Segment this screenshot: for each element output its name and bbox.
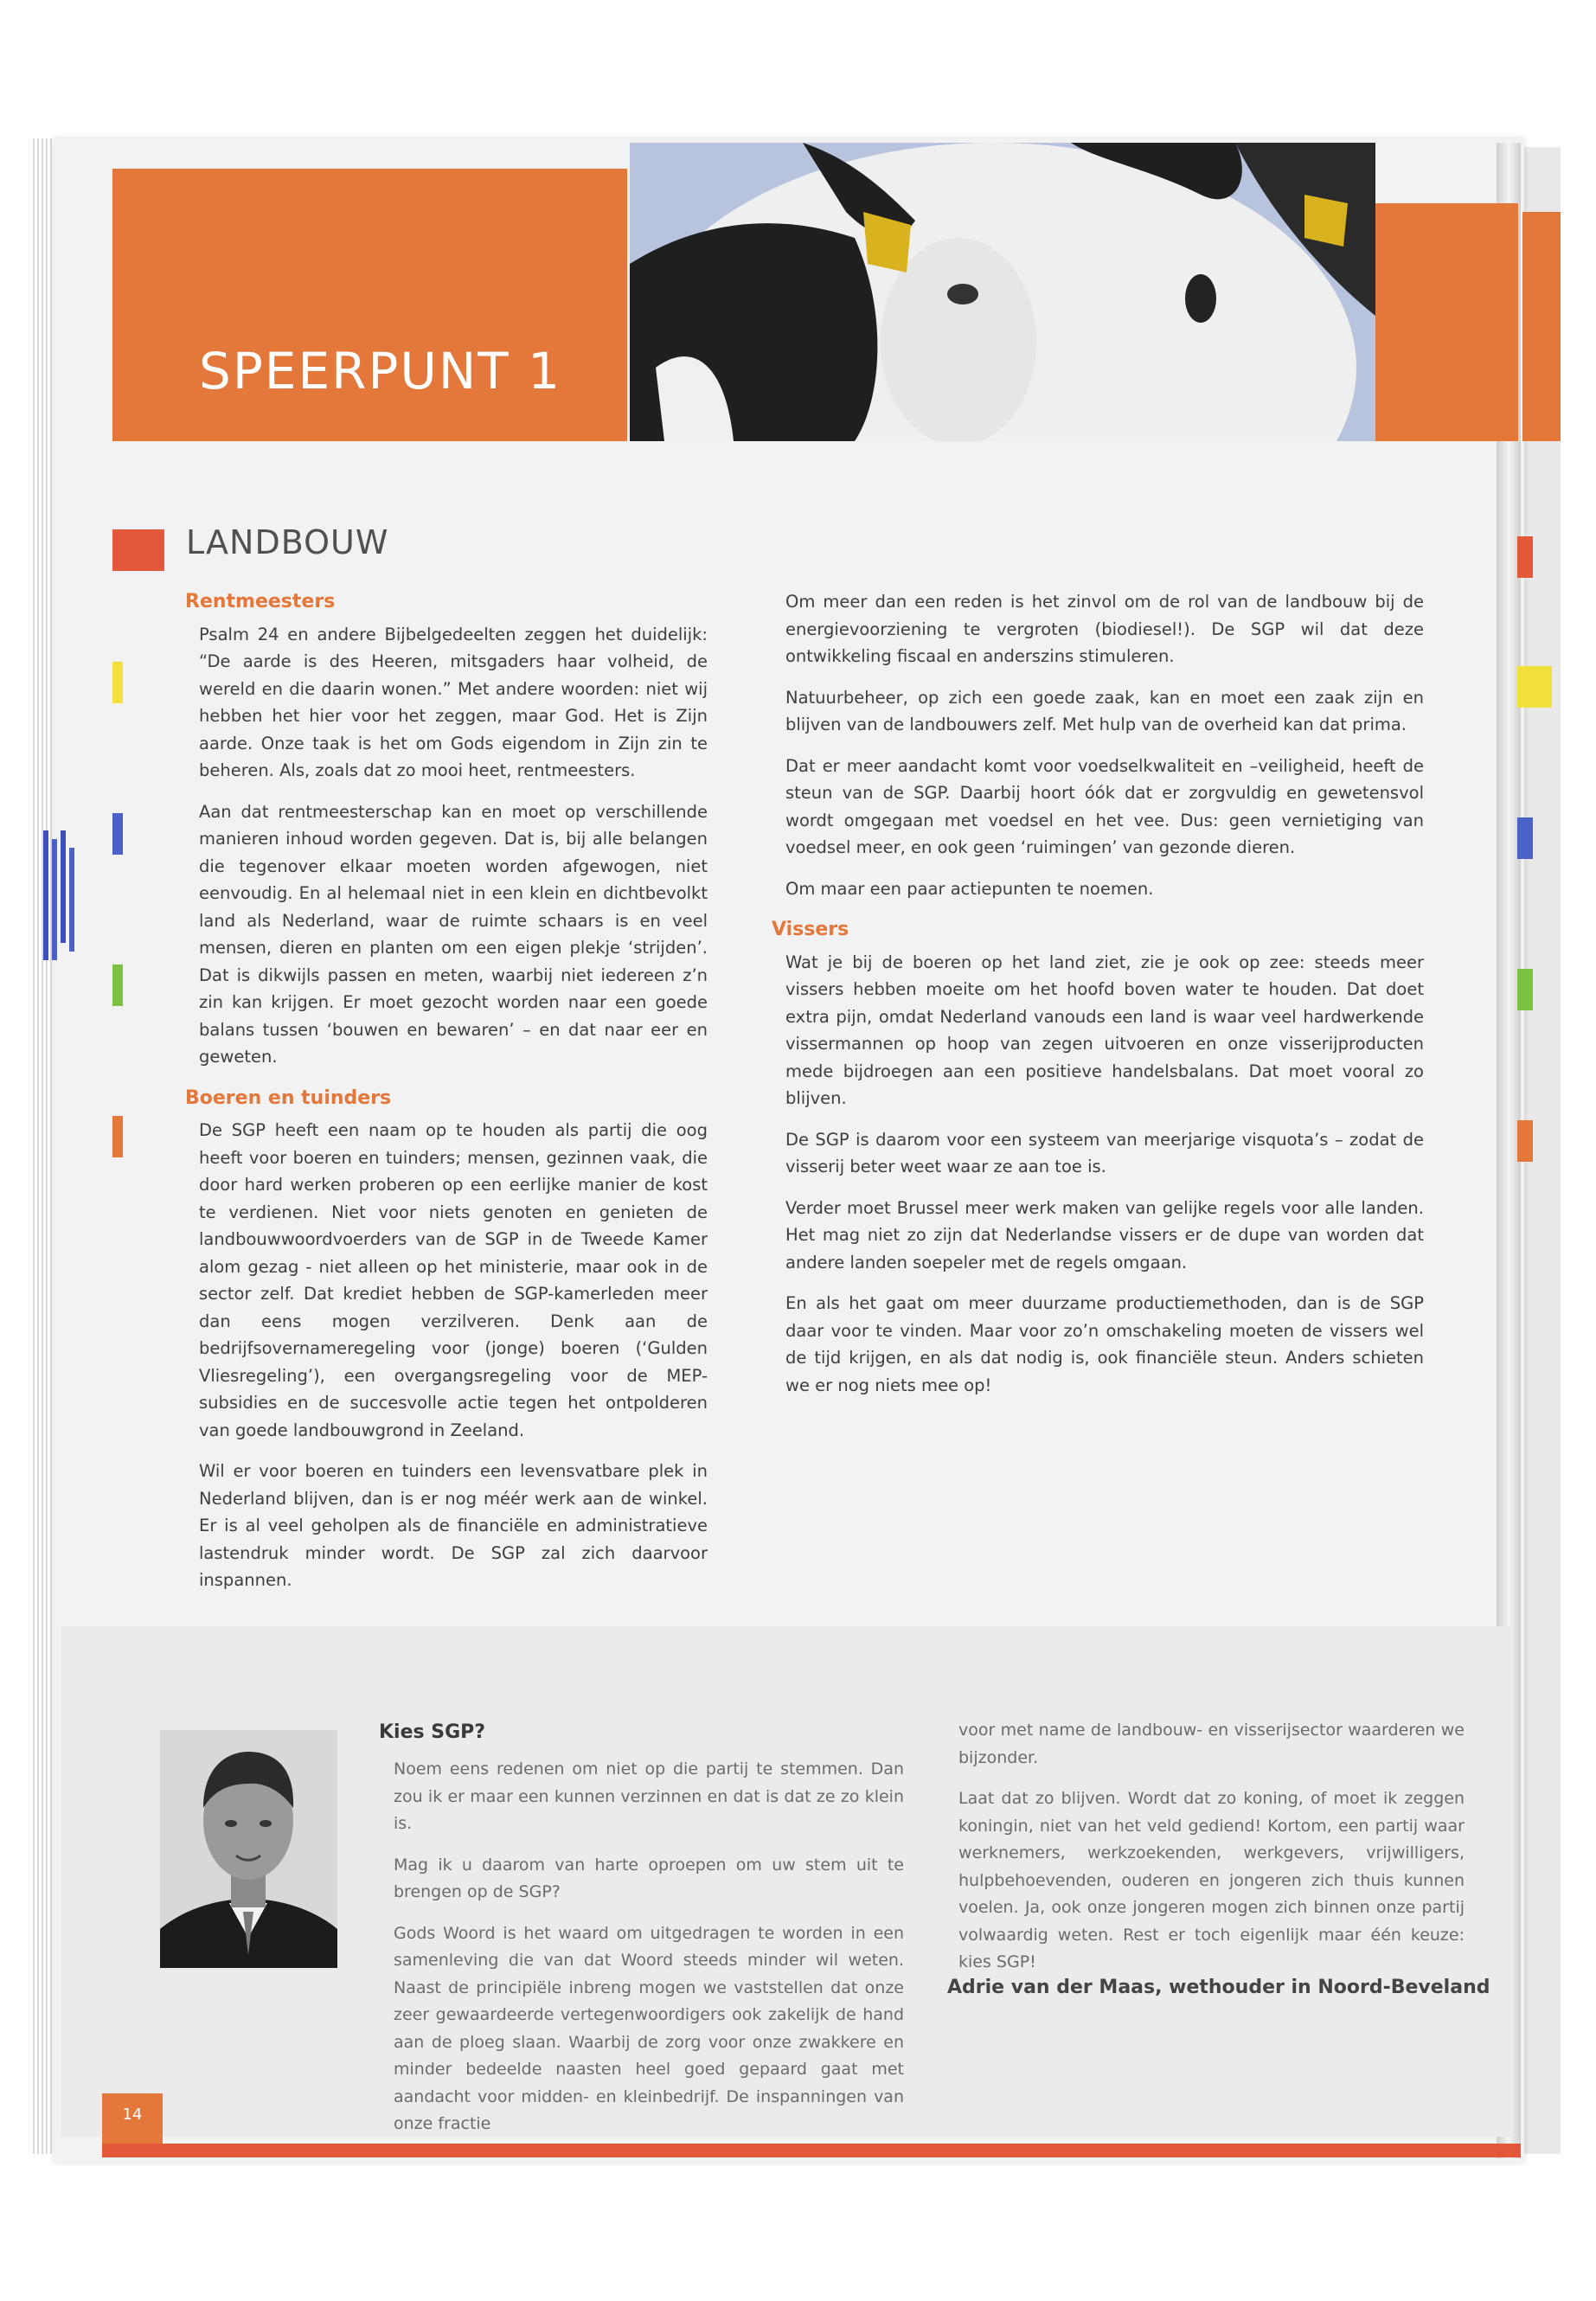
section-title: LANDBOUW — [186, 523, 389, 561]
right-tab-red — [1517, 536, 1533, 578]
quote-signature: Adrie van der Maas, wethouder in Noord-Beveland — [947, 1977, 1490, 1998]
heading-boeren-en-tuinders: Boeren en tuinders — [185, 1086, 392, 1109]
paragraph: Wat je bij de boeren op het land ziet, zie je ook op zee: steeds meer vissers hebben moeite om het hoofd boven water te houden. Dat doet extra pijn, omdat Nederland vanouds een land is waar veel hardwerkende vissermannen op hoop van zegen uitvoeren en onze visserijproducten mede bijdroegen aan een positieve handelsbalans. Dat moet vooral zo blijven. — [785, 952, 1424, 1108]
heading-rentmeesters: Rentmeesters — [185, 591, 336, 612]
paragraph: Psalm 24 en andere Bijbelgedeelten zeggen het duidelijk: “De aarde is des Heeren, mitsgaders haar volheid, de wereld en die daarin wonen.” Met andere woorden: niet wij hebben het hier voor het zeggen, maar God. Het is Zijn aarde. Onze taak is het om Gods eigendom in Zijn zin te beheren. Als, zoals dat zo mooi heet, rentmeesters. — [199, 624, 708, 780]
paragraph: De SGP is daarom voor een systeem van meerjarige visquota’s – zodat de visserij beter weet waar ze aan toe is. — [785, 1129, 1424, 1176]
right-tab-green — [1517, 969, 1533, 1010]
right-tab-blue — [1517, 817, 1533, 859]
section-marker — [112, 529, 164, 571]
paragraph: voor met name de landbouw- en visserijsector waarderen we bijzonder. — [958, 1721, 1465, 1767]
paragraph: Natuurbeheer, op zich een goede zaak, kan en moet een zaak zijn en blijven van de landbouwers zelf. Met hulp van de overheid kan dat prima. — [785, 687, 1424, 734]
quote-left-column — [394, 1756, 904, 2152]
paragraph: En als het gaat om meer duurzame productiemethoden, dan is de SGP daar voor te vinden. Maar voor zo’n omschakeling moeten de vissers wel de tijd krijgen, en als dat nodig is, ook financiële steun. Anders schieten we er nog niets mee op! — [785, 1293, 1424, 1395]
page-number: 14 — [122, 2106, 143, 2124]
page-title: SPEERPUNT 1 — [199, 342, 561, 401]
right-tab-yellow — [1517, 666, 1552, 708]
paragraph: Verder moet Brussel meer werk maken van gelijke regels voor alle landen. Het mag niet zo zijn dat Nederlandse vissers er de dupe van worden dat andere landen soepeler met de regels omgaan. — [785, 1197, 1424, 1272]
tab-green — [112, 965, 123, 1006]
next-page-orange — [1522, 212, 1561, 441]
right-column — [772, 588, 1424, 1413]
paragraph: Gods Woord is het waard om uitgedragen te worden in een samenleving die van dat Woord steeds minder wil weten. Naast de principiële inbreng mogen we vaststellen dat onze zeer gewaardeerde vertegenwoordigers ook zakelijk de hand aan de ploeg slaan. Waarbij de zorg voor onze zwakkere en minder bedeelde naasten heel goed gepaard gaat met aandacht voor midden- en kleinbedrijf. De inspanningen van onze fractie — [394, 1923, 904, 2133]
portrait-photo — [160, 1730, 337, 1968]
quote-right-column — [958, 1717, 1465, 1990]
tab-blue — [112, 813, 123, 855]
tab-orange — [112, 1116, 123, 1157]
paragraph: Om maar een paar actiepunten te noemen. — [785, 878, 1154, 899]
paragraph: Dat er meer aandacht komt voor voedselkwaliteit en –veiligheid, heeft de steun van de SGP. Daarbij hoort óók dat er zorgvuldig en gewetensvol wordt omgegaan met voedsel en het vee. Dus: geen vernietiging van voedsel meer, en ook geen ‘ruimingen’ van gezonde dieren. — [785, 755, 1424, 857]
paragraph: Om meer dan een reden is het zinvol om de rol van de landbouw bij de energievoorziening te vergroten (biodiesel!). De SGP wil dat deze ontwikkeling fiscaal en anderszins stimuleren. — [785, 592, 1424, 666]
cow-photo — [630, 143, 1375, 441]
heading-vissers: Vissers — [772, 919, 849, 940]
tab-yellow — [112, 662, 123, 703]
paragraph: Noem eens redenen om niet op die partij te stemmen. Dan zou ik er maar een kunnen verzinnen en dat is dat ze zo klein is. — [394, 1759, 904, 1833]
paragraph: Laat dat zo blijven. Wordt dat zo koning, of moet ik zeggen koningin, niet van het veld gediend! Kortom, een partij waar werknemers, werkzoekenden, werkgevers, vrijwilligers, hulpbehoevenden, ouderen en jongeren zich thuis kunnen voelen. Ja, ook onze jongeren mogen zich binnen onze partij volwaardig weten. Rest er toch eigenlijk maar één keuze: kies SGP! — [958, 1789, 1465, 1971]
paragraph: Aan dat rentmeesterschap kan en moet op verschillende manieren inhoud worden gegeven. Dat is, bij alle belangen die tegenover elkaar moeten worden afgewogen, niet eenvoudig. En al helemaal niet in een klein en dichtbevolkt land als Nederland, waar de ruimte schaars is en veel mensen, dieren en planten om een eigen plekje ‘strijden’. Dat is dikwijls passen en meten, waarbij niet iedereen z’n zin kan krijgen. Er moet gezocht worden naar een goede balans tussen ‘bouwen en bewaren’ – en dat naar eer en geweten. — [199, 801, 708, 1067]
paragraph: De SGP heeft een naam op te houden als partij die oog heeft voor boeren en tuinders; mensen, gezinnen vaak, die door hard werken proberen op een eerlijke manier de kost te verdienen. Niet voor niets genoten en genieten de landbouwwoordvoerders van de SGP in de Tweede Kamer alom gezag - niet alleen op het ministerie, maar ook in de sector zelf. Dat krediet hebben de SGP-kamerleden meer dan eens mogen verzilveren. Denk aan de bedrijfsovernameregeling voor (jonge) boeren (‘Gulden Vliesregeling’), een overgangsregeling voor de MEP-subsidies en de succesvolle actie tegen het ontpolderen van goede landbouwgrond in Zeeland. — [199, 1120, 708, 1440]
quote-title: Kies SGP? — [379, 1721, 486, 1743]
left-column — [185, 588, 708, 1608]
header-orange-right — [1375, 203, 1518, 441]
page-number-box — [102, 2093, 163, 2145]
paragraph: Mag ik u daarom van harte oproepen om uw stem uit te brengen op de SGP? — [394, 1855, 904, 1901]
bottom-bar — [102, 2144, 1521, 2157]
paragraph: Wil er voor boeren en tuinders een levensvatbare plek in Nederland blijven, dan is er nog méér werk aan de winkel. Er is al veel geholpen als de financiële en administratieve lastendruk minder wordt. De SGP zal zich daarvoor inspannen. — [199, 1461, 708, 1590]
page-edge-blue-marks — [42, 830, 76, 969]
right-tab-orange — [1517, 1120, 1533, 1162]
